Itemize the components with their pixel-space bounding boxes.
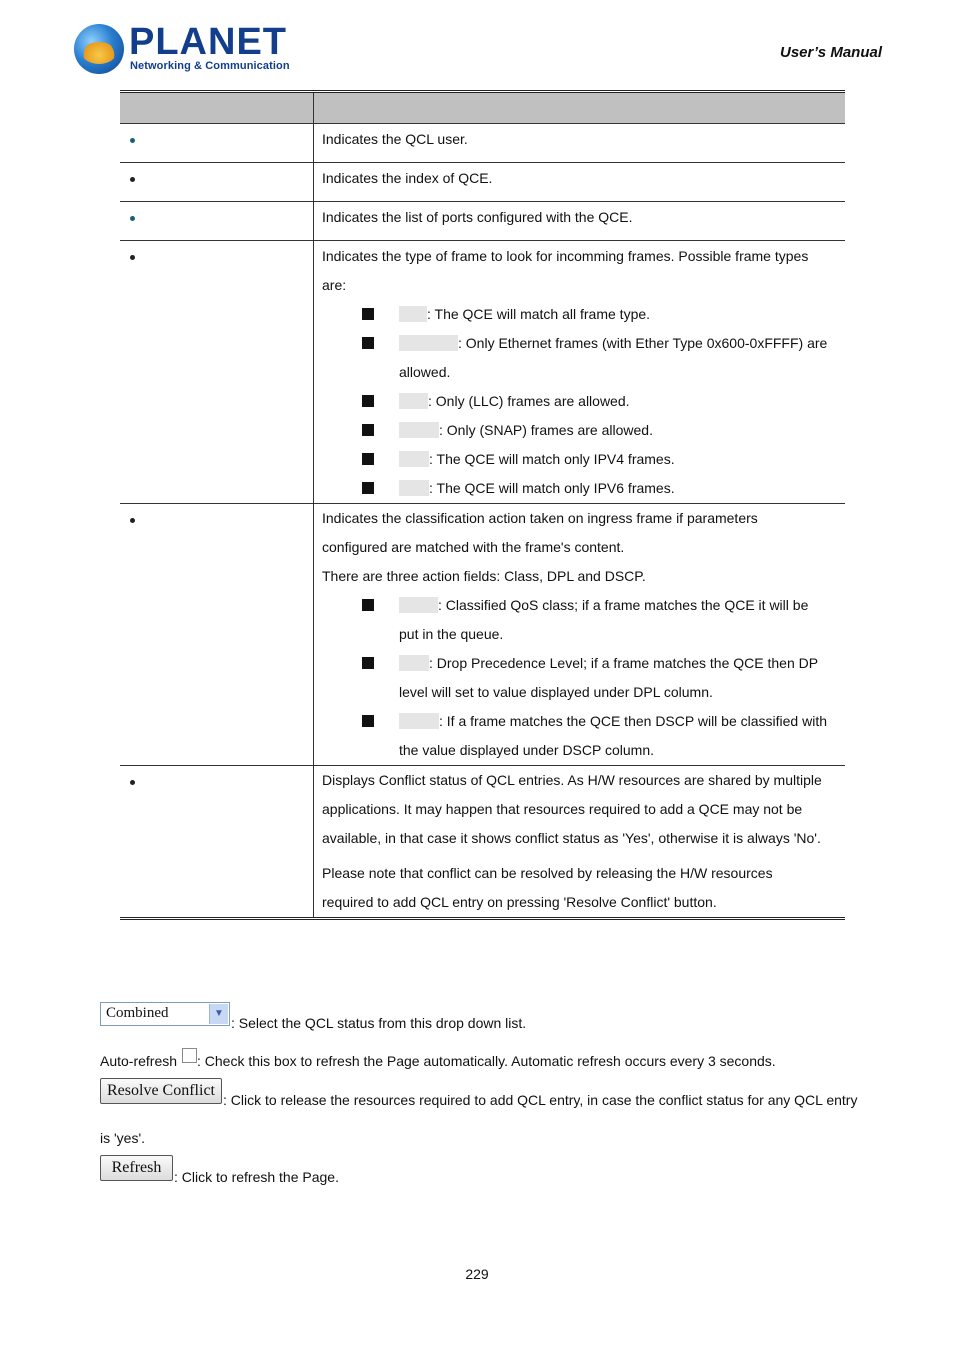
list-item: : The QCE will match only IPV4 frames. xyxy=(322,445,839,474)
manual-label: User’s Manual xyxy=(780,44,882,61)
page-number: 229 xyxy=(465,1266,489,1282)
bullet-icon xyxy=(130,255,135,260)
select-desc: : Select the QCL status from this drop down list. xyxy=(231,1015,527,1031)
list-item: : Only (SNAP) frames are allowed. xyxy=(322,416,839,445)
square-bullet-icon xyxy=(362,599,374,611)
resolve-desc-cont: is 'yes'. xyxy=(100,1130,146,1146)
square-bullet-icon xyxy=(362,308,374,320)
select-value: Combined xyxy=(106,1005,169,1021)
row-desc-line: Displays Conflict status of QCL entries. As H/W resources are shared by multiple xyxy=(322,772,822,788)
brand-name: PLANET xyxy=(129,21,287,63)
table-row xyxy=(120,202,845,241)
refresh-button[interactable]: Refresh xyxy=(100,1155,173,1181)
bullet-icon xyxy=(130,138,135,143)
list-item: : Only Ethernet frames (with Ether Type 0x600-0xFFFF) are allowed. xyxy=(322,329,839,387)
bullet-icon xyxy=(130,780,135,785)
chevron-down-icon[interactable]: ▼ xyxy=(209,1004,228,1024)
row-desc: Indicates the index of QCE. xyxy=(322,170,493,186)
row-desc-line: are: xyxy=(322,277,347,293)
row-desc: Indicates the QCL user. xyxy=(322,131,468,147)
table-row xyxy=(120,504,845,766)
row-desc-line: Please note that conflict can be resolved by releasing the H/W resources xyxy=(322,865,773,881)
square-bullet-icon xyxy=(362,657,374,669)
list-item: : The QCE will match only IPV6 frames. xyxy=(322,474,839,503)
autorefresh-label: Auto-refresh xyxy=(100,1053,178,1069)
table-row xyxy=(120,124,845,163)
row-desc-line: There are three action fields: Class, DPL and DSCP. xyxy=(322,568,646,584)
bullet-icon xyxy=(130,177,135,182)
row-desc-line: required to add QCL entry on pressing 'Resolve Conflict' button. xyxy=(322,894,717,910)
planet-logo xyxy=(74,21,290,78)
bullet-icon xyxy=(130,216,135,221)
row-desc-line: Indicates the type of frame to look for incomming frames. Possible frame types xyxy=(322,248,809,264)
row-desc-line: configured are matched with the frame's content. xyxy=(322,539,625,555)
globe-icon xyxy=(74,24,124,74)
row-desc-line: available, in that case it shows conflict status as 'Yes', otherwise it is always 'No'. xyxy=(322,830,821,846)
brand-tagline: Networking & Communication xyxy=(130,60,290,72)
list-item: : Classified QoS class; if a frame matches the QCE it will be put in the queue. xyxy=(322,591,839,649)
table-row xyxy=(120,241,845,504)
list-item: : Drop Precedence Level; if a frame matches the QCE then DP level will set to value displayed under DPL column. xyxy=(322,649,839,707)
qcl-status-select[interactable] xyxy=(100,1002,230,1026)
square-bullet-icon xyxy=(362,453,374,465)
autorefresh-checkbox[interactable] xyxy=(182,1048,197,1063)
row-desc: Indicates the list of ports configured with the QCE. xyxy=(322,209,633,225)
square-bullet-icon xyxy=(362,424,374,436)
table-header-row xyxy=(120,92,845,124)
qcl-table xyxy=(120,90,845,920)
square-bullet-icon xyxy=(362,482,374,494)
row-desc-line: Indicates the classification action taken on ingress frame if parameters xyxy=(322,510,758,526)
refresh-desc: : Click to refresh the Page. xyxy=(174,1169,339,1185)
list-item: : The QCE will match all frame type. xyxy=(322,300,839,329)
square-bullet-icon xyxy=(362,715,374,727)
resolve-desc: : Click to release the resources required to add QCL entry, in case the conflict status for any QCL entry xyxy=(223,1092,858,1108)
table-row xyxy=(120,163,845,202)
table-row xyxy=(120,766,845,919)
resolve-conflict-button[interactable]: Resolve Conflict xyxy=(100,1078,222,1104)
row-desc-line: applications. It may happen that resources required to add a QCE may not be xyxy=(322,801,803,817)
square-bullet-icon xyxy=(362,395,374,407)
autorefresh-desc: : Check this box to refresh the Page automatically. Automatic refresh occurs every 3 seconds. xyxy=(197,1053,776,1069)
bullet-icon xyxy=(130,518,135,523)
square-bullet-icon xyxy=(362,337,374,349)
list-item: : If a frame matches the QCE then DSCP will be classified with the value displayed under DSCP column. xyxy=(322,707,839,765)
list-item: : Only (LLC) frames are allowed. xyxy=(322,387,839,416)
